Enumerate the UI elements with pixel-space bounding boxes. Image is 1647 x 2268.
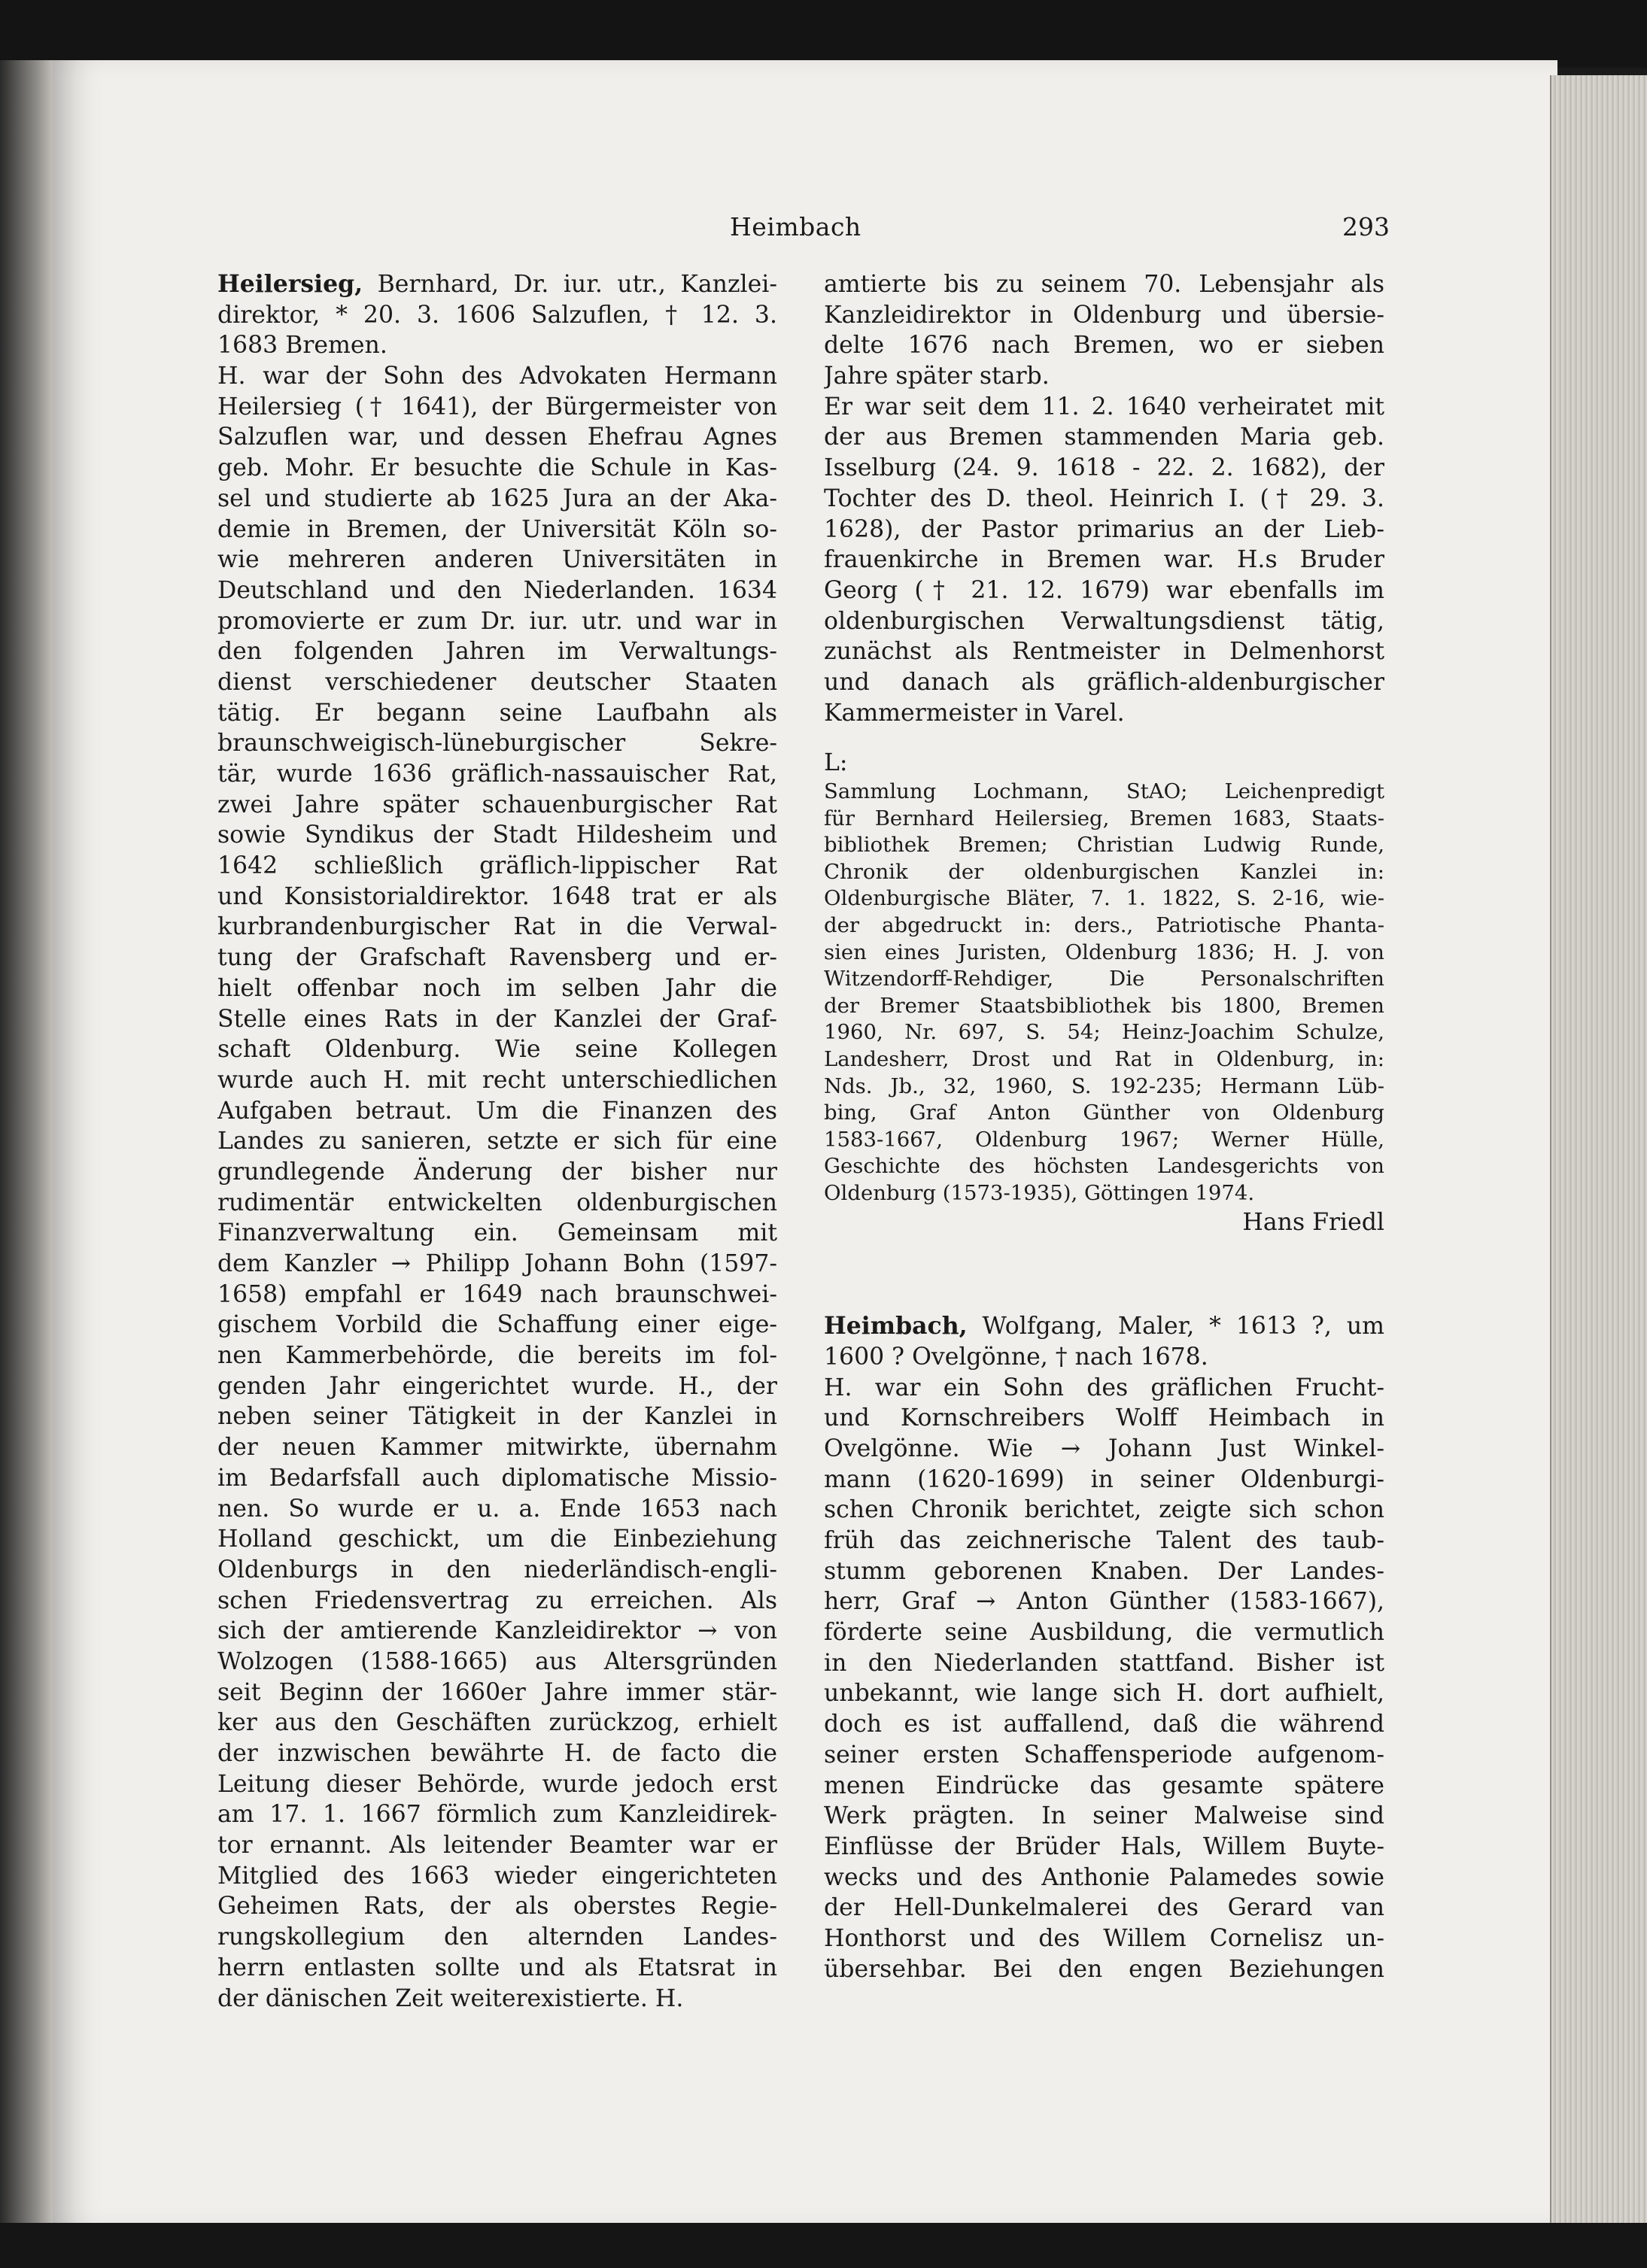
text-line: Kanzleidirektor in Oldenburg und übersie- <box>824 301 1384 329</box>
text-line: nen Kammerbehörde, die bereits im fol- <box>217 1342 777 1370</box>
text-line: Salzuflen war, und dessen Ehefrau Agnes <box>217 424 777 451</box>
text-line: der neuen Kammer mitwirkte, übernahm <box>217 1434 777 1462</box>
text-line: 1642 schließlich gräflich-lippischer Rat <box>217 852 777 880</box>
text-line: Georg († 21. 12. 1679) war ebenfalls im <box>824 576 1384 604</box>
text-line: Aufgaben betraut. Um die Finanzen des <box>217 1097 777 1125</box>
text-line: frauenkirche in Bremen war. H.s Bruder <box>824 546 1384 574</box>
literature-line: Witzendorff-Rehdiger, Die Personalschriften <box>824 967 1384 991</box>
text-line: 1600 ? Ovelgönne, † nach 1678. <box>824 1343 1208 1371</box>
text-line <box>217 269 777 300</box>
scan-bottom-border <box>0 2223 1647 2268</box>
text-line: geb. Mohr. Er besuchte die Schule in Kas- <box>217 454 777 482</box>
text-line: der aus Bremen stammenden Maria geb. <box>824 424 1384 451</box>
text-line: schen Chronik berichtet, zeigte sich schon <box>824 1496 1384 1524</box>
text-line: seit Beginn der 1660er Jahre immer stär- <box>217 1678 777 1706</box>
text-line: Jahre später starb. <box>824 363 1050 390</box>
text-line: tätig. Er begann seine Laufbahn als <box>217 699 777 727</box>
literature-line: der Bremer Staatsbibliothek bis 1800, Bremen <box>824 993 1384 1018</box>
literature-line: bing, Graf Anton Günther von Oldenburg <box>824 1101 1384 1125</box>
text-line: genden Jahr eingerichtet wurde. H., der <box>217 1372 777 1400</box>
literature-line: Oldenburg (1573-1935), Göttingen 1974. <box>824 1180 1255 1205</box>
text-line: sich der amtierende Kanzleidirektor → von <box>217 1617 777 1645</box>
literature-label: L: <box>824 749 848 777</box>
text-line: menen Eindrücke das gesamte spätere <box>824 1772 1384 1799</box>
text-line: Mitglied des 1663 wieder eingerichteten <box>217 1862 777 1890</box>
text-line: Geheimen Rats, der als oberstes Regie- <box>217 1893 777 1920</box>
text-line: grundlegende Änderung der bisher nur <box>217 1158 777 1186</box>
spacer <box>824 728 1384 748</box>
left-column <box>217 269 777 2014</box>
entry-line-text: Bernhard, Dr. iur. utr., Kanzlei- <box>363 271 777 298</box>
text-line: tär, wurde 1636 gräflich-nassauischer Rat, <box>217 761 777 788</box>
text-line: 1658) empfahl er 1649 nach braunschwei- <box>217 1280 777 1308</box>
text-line: Er war seit dem 11. 2. 1640 verheiratet mit <box>824 393 1384 421</box>
text-line: im Bedarfsfall auch diplomatische Missio- <box>217 1464 777 1492</box>
text-line: herrn entlasten sollte und als Etatsrat in <box>217 1954 777 1981</box>
text-line: rungskollegium den alternden Landes- <box>217 1923 777 1951</box>
text-line: förderte seine Ausbildung, die vermutlich <box>824 1619 1384 1647</box>
text-line: schen Friedensvertrag zu erreichen. Als <box>217 1586 777 1614</box>
text-line: Ovelgönne. Wie → Johann Just Winkel- <box>824 1435 1384 1462</box>
spacer <box>824 1237 1384 1311</box>
text-line: Heilersieg († 1641), der Bürgermeister von <box>217 393 777 421</box>
text-line: wurde auch H. mit recht unterschiedlichen <box>217 1066 777 1094</box>
page-number: 293 <box>1342 212 1390 241</box>
text-line: doch es ist auffallend, daß die während <box>824 1711 1384 1738</box>
text-line: promovierte er zum Dr. iur. utr. und war in <box>217 607 777 635</box>
text-line: herr, Graf → Anton Günther (1583-1667), <box>824 1588 1384 1616</box>
running-head: Heimbach <box>730 212 861 241</box>
literature-line: Geschichte des höchsten Landesgerichts von <box>824 1154 1384 1179</box>
text-line: neben seiner Tätigkeit in der Kanzlei in <box>217 1403 777 1431</box>
text-line: sowie Syndikus der Stadt Hildesheim und <box>217 821 777 849</box>
literature-line: Chronik der oldenburgischen Kanzlei in: <box>824 859 1384 884</box>
text-line: Deutschland und den Niederlanden. 1634 <box>217 576 777 604</box>
text-line: dienst verschiedener deutscher Staaten <box>217 668 777 696</box>
text-line: Holland geschickt, um die Einbeziehung <box>217 1526 777 1553</box>
text-line: Wolzogen (1588-1665) aus Altersgründen <box>217 1647 777 1675</box>
text-line: direktor, * 20. 3. 1606 Salzuflen, † 12. 3. <box>217 301 777 329</box>
text-line: und Konsistorialdirektor. 1648 trat er als <box>217 882 777 910</box>
text-line: Oldenburgs in den niederländisch-engli- <box>217 1556 777 1583</box>
text-line: Honthorst und des Willem Cornelisz un- <box>824 1924 1384 1952</box>
text-line: früh das zeichnerische Talent des taub- <box>824 1527 1384 1554</box>
text-line: den folgenden Jahren im Verwaltungs- <box>217 638 777 666</box>
text-line: nen. So wurde er u. a. Ende 1653 nach <box>217 1495 777 1523</box>
literature-line: Nds. Jb., 32, 1960, S. 192-235; Hermann Lüb- <box>824 1073 1384 1098</box>
text-line: schaft Oldenburg. Wie seine Kollegen <box>217 1036 777 1064</box>
text-line: Einflüsse der Brüder Hals, Willem Buyte- <box>824 1832 1384 1860</box>
text-line: Kammermeister in Varel. <box>824 699 1125 727</box>
text-line: Leitung dieser Behörde, wurde jedoch erst <box>217 1770 777 1798</box>
text-line: H. war ein Sohn des gräflichen Frucht- <box>824 1374 1384 1401</box>
text-line: wie mehreren anderen Universitäten in <box>217 546 777 574</box>
entry-headword: Heimbach, <box>824 1312 968 1340</box>
text-line: Landes zu sanieren, setzte er sich für eine <box>217 1128 777 1155</box>
text-line: Werk prägten. In seiner Malweise sind <box>824 1802 1384 1830</box>
text-line: dem Kanzler → Philipp Johann Bohn (1597- <box>217 1250 777 1277</box>
text-line: mann (1620-1699) in seiner Oldenburgi- <box>824 1465 1384 1493</box>
literature-line: für Bernhard Heilersieg, Bremen 1683, Staats- <box>824 806 1384 830</box>
text-line: unbekannt, wie lange sich H. dort aufhielt, <box>824 1680 1384 1708</box>
text-line: Stelle eines Rats in der Kanzlei der Graf- <box>217 1005 777 1033</box>
text-line: übersehbar. Bei den engen Beziehungen <box>824 1955 1384 1983</box>
literature-line: 1583-1667, Oldenburg 1967; Werner Hülle, <box>824 1127 1384 1152</box>
entry-headword: Heilersieg, <box>217 270 363 298</box>
text-line: kurbrandenburgischer Rat in die Verwal- <box>217 913 777 941</box>
literature-line: Oldenburgische Bläter, 7. 1. 1822, S. 2-16, wie- <box>824 886 1384 911</box>
text-line: der Hell-Dunkelmalerei des Gerard van <box>824 1894 1384 1922</box>
text-line: 1683 Bremen. <box>217 332 387 360</box>
text-line: ker aus den Geschäften zurückzog, erhielt <box>217 1709 777 1737</box>
text-line: seiner ersten Schaffensperiode aufgenom- <box>824 1741 1384 1769</box>
text-line: tung der Grafschaft Ravensberg und er- <box>217 944 777 972</box>
text-line: hielt offenbar noch im selben Jahr die <box>217 974 777 1002</box>
text-line: in den Niederlanden stattfand. Bisher ist <box>824 1649 1384 1677</box>
right-column <box>824 269 1384 1984</box>
text-line: braunschweigisch-lüneburgischer Sekre- <box>217 730 777 758</box>
text-line: und danach als gräflich-aldenburgischer <box>824 668 1384 696</box>
text-line: sel und studierte ab 1625 Jura an der Aka- <box>217 484 777 512</box>
text-line: gischem Vorbild die Schaffung einer eige- <box>217 1311 777 1339</box>
text-line: 1628), der Pastor primarius an der Lieb- <box>824 515 1384 543</box>
text-line: demie in Bremen, der Universität Köln so- <box>217 515 777 543</box>
text-line: der dänischen Zeit weiterexistierte. H. <box>217 1984 684 2012</box>
literature-line: der abgedruckt in: ders., Patriotische Phanta- <box>824 912 1384 937</box>
literature-line: bibliothek Bremen; Christian Ludwig Runde, <box>824 833 1384 858</box>
scan-top-border <box>0 0 1647 68</box>
text-line: zunächst als Rentmeister in Delmenhorst <box>824 638 1384 666</box>
text-line: tor ernannt. Als leitender Beamter war er <box>217 1832 777 1860</box>
text-line: stumm geborenen Knaben. Der Landes- <box>824 1557 1384 1585</box>
text-line: H. war der Sohn des Advokaten Hermann <box>217 363 777 390</box>
page-stack-edge <box>1550 75 1647 2227</box>
text-line: zwei Jahre später schauenburgischer Rat <box>217 791 777 818</box>
text-line: am 17. 1. 1667 förmlich zum Kanzleidirek- <box>217 1801 777 1829</box>
author-signature: Hans Friedl <box>1242 1208 1384 1236</box>
text-line: Tochter des D. theol. Heinrich I. († 29. 3. <box>824 484 1384 512</box>
literature-line: sien eines Juristen, Oldenburg 1836; H. J. von <box>824 940 1384 964</box>
text-line <box>824 1311 1384 1342</box>
text-line: wecks und des Anthonie Palamedes sowie <box>824 1863 1384 1891</box>
text-line: amtierte bis zu seinem 70. Lebensjahr als <box>824 271 1384 298</box>
text-line: rudimentär entwickelten oldenburgischen <box>217 1189 777 1216</box>
text-line: delte 1676 nach Bremen, wo er sieben <box>824 332 1384 360</box>
literature-line: Sammlung Lochmann, StAO; Leichenpredigt <box>824 779 1384 803</box>
text-line: Isselburg (24. 9. 1618 - 22. 2. 1682), der <box>824 454 1384 482</box>
entry-line-text: Wolfgang, Maler, * 1613 ?, um <box>967 1313 1384 1340</box>
text-line: oldenburgischen Verwaltungsdienst tätig, <box>824 607 1384 635</box>
text-line: Finanzverwaltung ein. Gemeinsam mit <box>217 1219 777 1247</box>
text-line: und Kornschreibers Wolff Heimbach in <box>824 1404 1384 1432</box>
literature-line: 1960, Nr. 697, S. 54; Heinz-Joachim Schulze, <box>824 1020 1384 1045</box>
gutter-shadow <box>0 60 60 2227</box>
literature-line: Landesherr, Drost und Rat in Oldenburg, in: <box>824 1046 1384 1071</box>
text-line: der inzwischen bewährte H. de facto die <box>217 1740 777 1767</box>
